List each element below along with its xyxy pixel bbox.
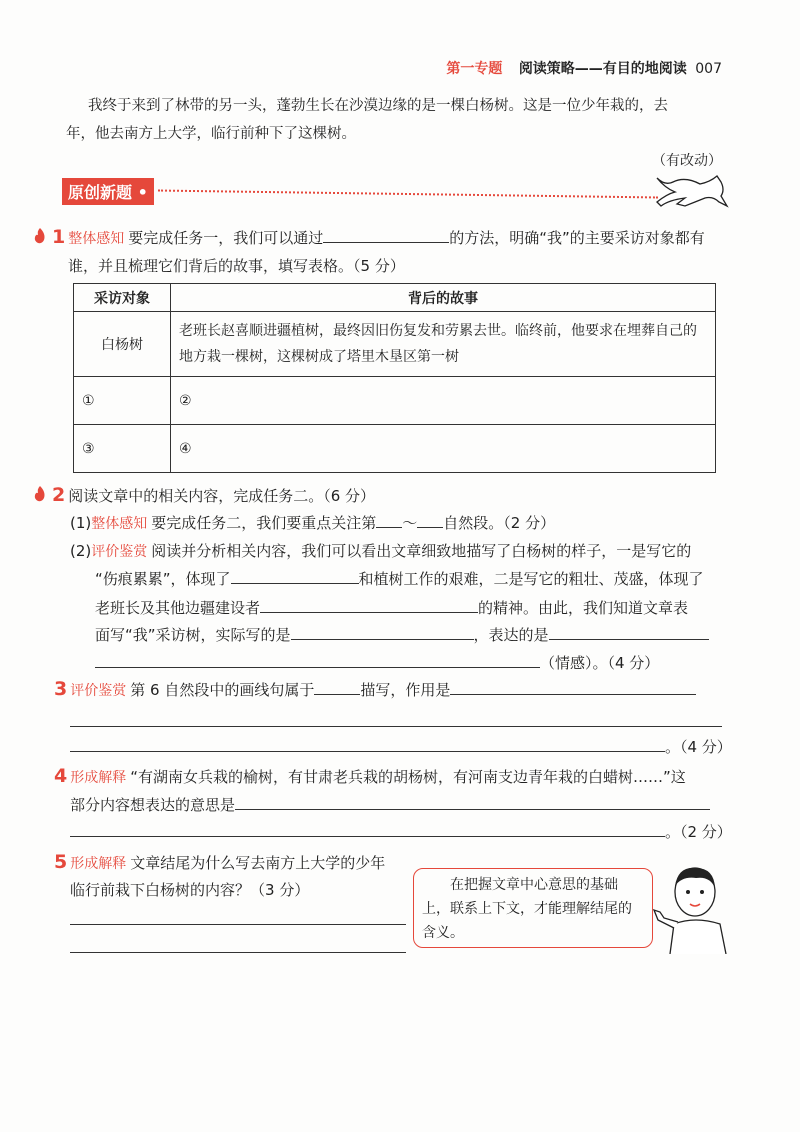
question-line <box>70 794 710 815</box>
question-text: 第 6 自然段中的画线句属于 <box>130 681 315 699</box>
question-text: 部分内容想表达的意思是 <box>70 796 236 814</box>
question-line <box>95 652 659 673</box>
answer-blank[interactable] <box>95 653 540 668</box>
tip-callout: 在把握文章中心意思的基础上，联系上下文，才能理解结尾的含义。 <box>413 868 653 948</box>
table-header: 背后的故事 <box>171 284 716 312</box>
passage-line: 年，他去南方上大学，临行前种下了这棵树。 <box>66 126 356 142</box>
question-tag: 整体感知 <box>68 231 125 247</box>
question-text: ，表达的是 <box>473 626 549 644</box>
question-text: 自然段。（2 分） <box>443 514 556 532</box>
question-5 <box>54 851 385 873</box>
question-3 <box>54 678 696 700</box>
cat-icon <box>655 172 730 212</box>
answer-blank[interactable] <box>231 569 359 584</box>
answer-blank[interactable] <box>70 822 665 837</box>
banner-label: 原创新题 <box>68 183 133 202</box>
table-row <box>74 425 716 473</box>
sub-prefix: (2) <box>70 542 92 560</box>
table-cell-answer[interactable]: ③ <box>74 425 171 473</box>
source-note: （有改动） <box>652 153 722 169</box>
question-text: （情感）。（4 分） <box>540 654 660 672</box>
question-line <box>95 597 688 618</box>
answer-blank[interactable] <box>323 228 449 243</box>
answer-line[interactable] <box>70 952 406 953</box>
answer-blank[interactable] <box>260 598 478 613</box>
interview-table <box>73 283 716 473</box>
flame-icon <box>34 486 46 502</box>
sub-question-2 <box>70 540 691 561</box>
question-tag: 评价鉴赏 <box>70 683 127 699</box>
question-text: 阅读文章中的相关内容，完成任务二。（6 分） <box>68 487 376 505</box>
question-tag: 形成解释 <box>70 856 127 872</box>
banner-divider <box>158 190 658 199</box>
question-line <box>70 821 732 842</box>
question-number: 5 <box>54 851 68 873</box>
answer-blank[interactable] <box>314 680 360 695</box>
passage-line: 我终于来到了林带的另一头，蓬勃生长在沙漠边缘的是一棵白杨树。这是一位少年栽的，去 <box>88 98 668 114</box>
table-cell: 老班长赵喜顺进疆植树，最终因旧伤复发和劳累去世。临终前，他要求在埋葬自己的地方栽一棵树，这棵树成了塔里木垦区第一树 <box>171 312 716 377</box>
question-text: 要完成任务一，我们可以通过 <box>128 229 324 247</box>
question-text: 。（2 分） <box>665 823 732 841</box>
section-title: 阅读策略——有目的地阅读 <box>518 61 687 77</box>
flame-icon <box>34 228 46 244</box>
question-text: “伤痕累累”，体现了 <box>95 570 231 588</box>
question-2 <box>52 484 375 506</box>
answer-blank[interactable] <box>235 795 710 810</box>
question-text: 临行前栽下白杨树的内容？（3 分） <box>70 881 310 899</box>
answer-blank[interactable] <box>549 625 709 640</box>
question-text: 和植树工作的艰难，二是写它的粗壮、茂盛，体现了 <box>358 570 704 588</box>
question-number: 4 <box>54 765 68 787</box>
table-cell: 白杨树 <box>74 312 171 377</box>
question-text: 谁，并且梳理它们背后的故事，填写表格。（5 分） <box>68 257 405 275</box>
table-row <box>74 377 716 425</box>
table-header: 采访对象 <box>74 284 171 312</box>
sub-question-1 <box>70 512 555 533</box>
question-tag: 形成解释 <box>70 770 127 786</box>
answer-line[interactable] <box>70 924 406 925</box>
question-number: 2 <box>52 484 66 506</box>
question-4 <box>54 765 686 787</box>
sub-prefix: (1) <box>70 514 92 532</box>
answer-line[interactable] <box>70 726 722 727</box>
question-text: 阅读并分析相关内容，我们可以看出文章细致地描写了白杨树的样子，一是写它的 <box>151 542 692 560</box>
running-header <box>446 58 722 78</box>
question-text: 的方法，明确“我”的主要采访对象都有 <box>449 229 705 247</box>
question-number: 1 <box>52 226 66 248</box>
question-number: 3 <box>54 678 68 700</box>
question-text: 老班长及其他边疆建设者 <box>95 599 261 617</box>
question-text: 的精神。由此，我们知道文章表 <box>478 599 689 617</box>
answer-blank[interactable] <box>70 737 665 752</box>
question-text: 描写，作用是 <box>360 681 451 699</box>
table-cell-answer[interactable]: ② <box>171 377 716 425</box>
question-tag: 评价鉴赏 <box>91 544 148 560</box>
question-text: 面写“我”采访树，实际写的是 <box>95 626 291 644</box>
section-banner: 原创新题 • <box>62 178 154 205</box>
answer-blank[interactable] <box>417 513 443 528</box>
table-row <box>74 312 716 377</box>
question-text: “有湖南女兵栽的榆树，有甘肃老兵栽的胡杨树，有河南支边青年栽的白蜡树……”这 <box>130 768 686 786</box>
answer-blank[interactable] <box>376 513 402 528</box>
question-line <box>70 736 732 757</box>
separator: ～ <box>402 514 418 532</box>
table-cell-answer[interactable]: ① <box>74 377 171 425</box>
question-line <box>95 568 704 589</box>
question-line <box>95 624 709 645</box>
question-text: 。（4 分） <box>665 738 732 756</box>
question-text: 要完成任务二，我们要重点关注第 <box>151 514 377 532</box>
question-text: 文章结尾为什么写去南方上大学的少年 <box>130 854 386 872</box>
page-number: 007 <box>695 61 722 77</box>
section-label: 第一专题 <box>446 61 503 77</box>
teacher-illustration <box>650 862 732 954</box>
question-1 <box>52 226 705 248</box>
answer-blank[interactable] <box>291 625 474 640</box>
answer-blank[interactable] <box>450 680 696 695</box>
question-tag: 整体感知 <box>91 516 148 532</box>
table-cell-answer[interactable]: ④ <box>171 425 716 473</box>
